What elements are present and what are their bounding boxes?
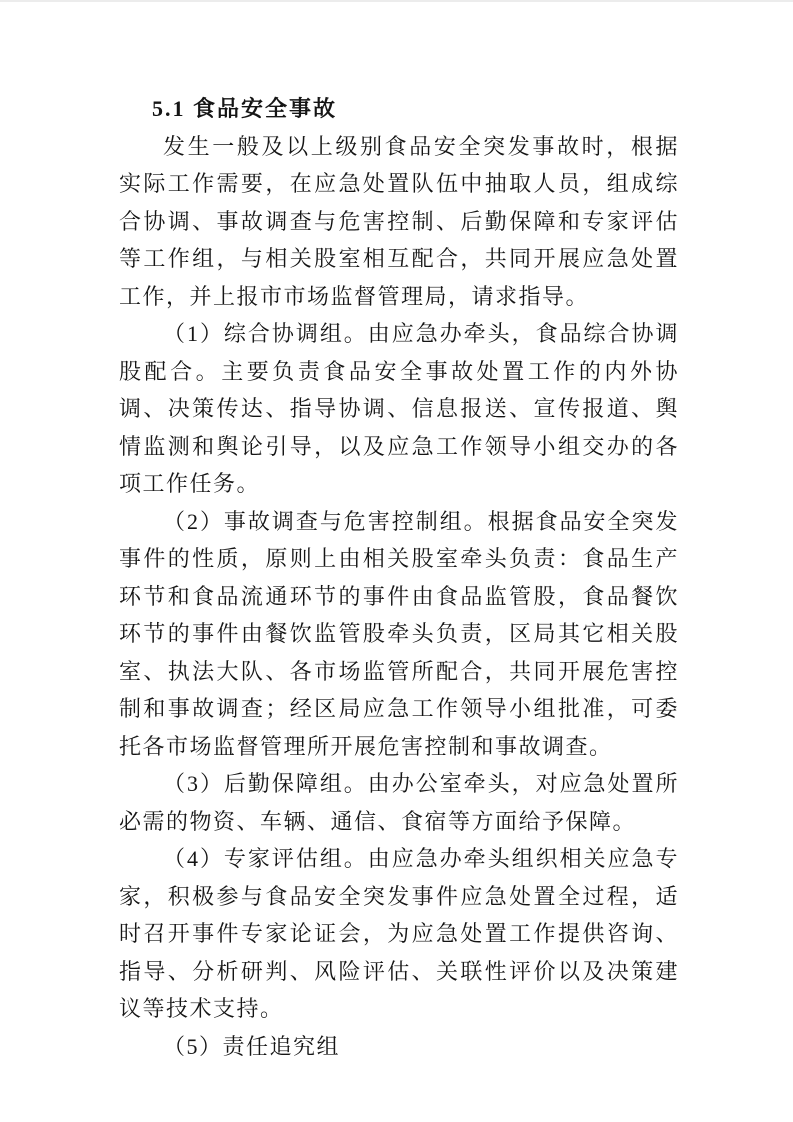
paragraph-group-2-investigation: （2）事故调查与危害控制组。根据食品安全突发事件的性质，原则上由相关股室牵头负责：食品生产环节和食品流通环节的事件由食品监管股，食品餐饮环节的事件由餐饮监管股牵头负责，区局其它相关股室、执法大队、各市场监管所配合，共同开展危害控制和事故调查；经区局应急工作领导小组批准，可委托各市场监督管理所开展危害控制和事故调查。 [119, 508, 679, 759]
paragraph-group-4-experts: （4）专家评估组。由应急办牵头组织相关应急专家，积极参与食品安全突发事件应急处置全过程，适时召开事件专家论证会，为应急处置工作提供咨询、指导、分析研判、风险评估、关联性评价以及决策建议等技术支持。 [119, 846, 679, 1021]
paragraph-group-3-logistics: （3）后勤保障组。由办公室牵头，对应急处置所必需的物资、车辆、通信、食宿等方面给予保障。 [119, 771, 679, 834]
document-content [119, 90, 679, 1065]
section-heading: 5.1 食品安全事故 [152, 96, 338, 121]
paragraph-group-5-accountability: （5）责任追究组 [163, 1033, 341, 1059]
page-top-edge-line [0, 0, 793, 2]
paragraph-group-1-coordination: （1）综合协调组。由应急办牵头，食品综合协调股配合。主要负责食品安全事故处置工作的内外协调、决策传达、指导协调、信息报送、宣传报道、舆情监测和舆论引导，以及应急工作领导小组交办的各项工作任务。 [119, 321, 679, 496]
paragraph-overview: 发生一般及以上级别食品安全突发事故时，根据实际工作需要，在应急处置队伍中抽取人员，组成综合协调、事故调查与危害控制、后勤保障和专家评估等工作组，与相关股室相互配合，共同开展应急处置工作，并上报市市场监督管理局，请求指导。 [119, 133, 679, 309]
